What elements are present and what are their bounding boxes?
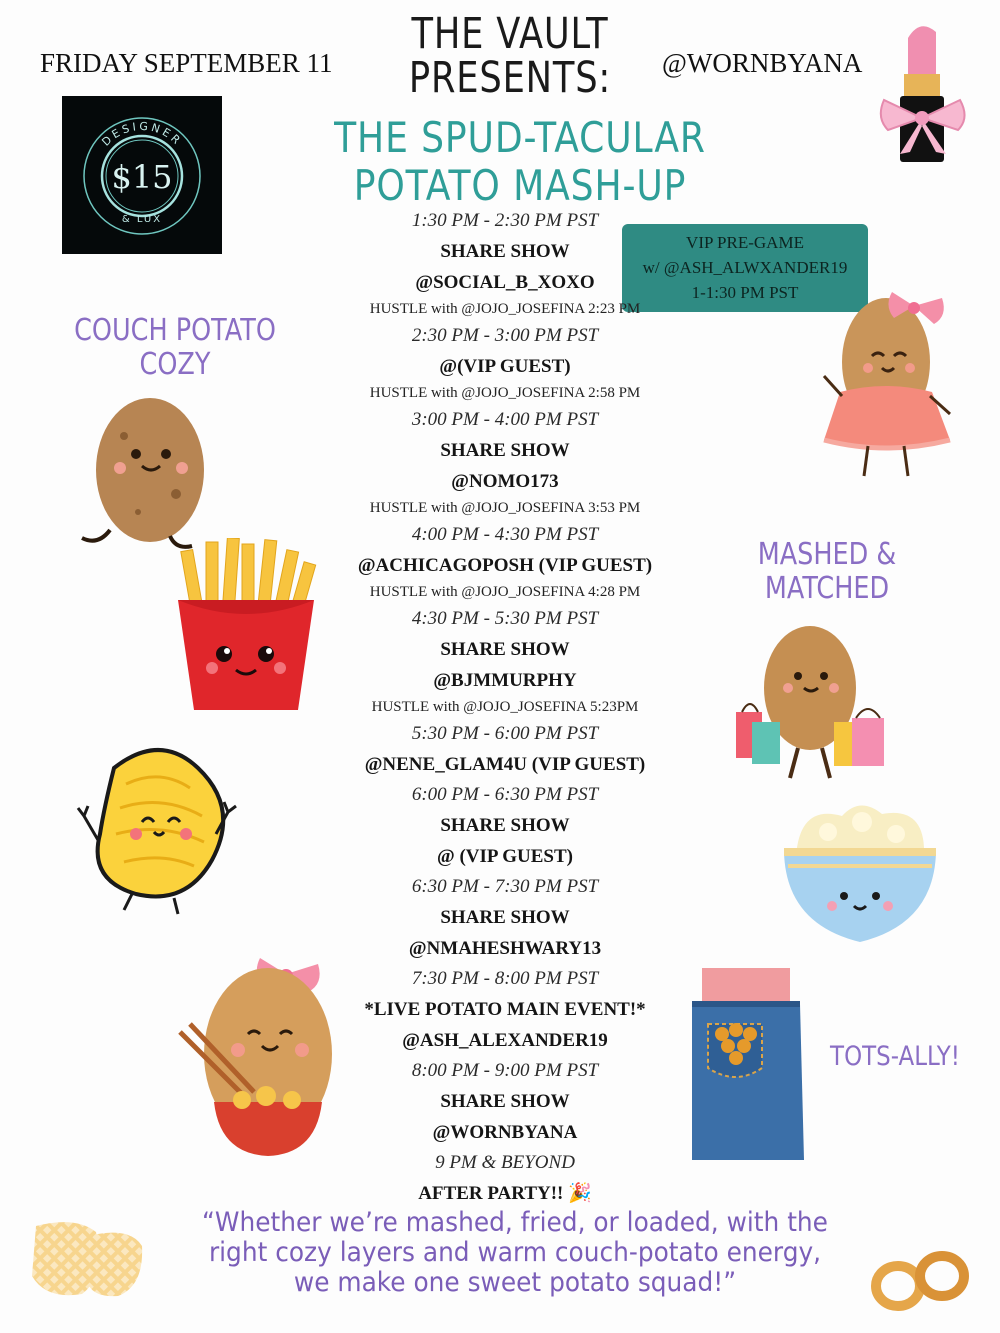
title-line-1: THE VAULT (411, 9, 609, 59)
schedule-bold-line: @NMAHESHWARY13 (408, 938, 602, 959)
schedule-bold-line: @SOCIAL_B_XOXO (415, 272, 595, 293)
title-line-2: PRESENTS: (408, 53, 612, 103)
closing-quote (179, 1208, 851, 1298)
schedule-time-line: 8:00 PM - 9:00 PM PST (411, 1060, 599, 1081)
schedule-bold-line: AFTER PARTY!! 🎉 (418, 1183, 592, 1204)
schedule-time-line: 4:30 PM - 5:30 PM PST (411, 608, 599, 629)
event-name-line-1: THE SPUD-TACULAR (334, 113, 706, 162)
schedule-time-line: 3:00 PM - 4:00 PM PST (411, 409, 599, 430)
mashed-matched-label (729, 538, 925, 606)
schedule-bold-line: @WORNBYANA (432, 1122, 578, 1143)
schedule-bold-line: @NENE_GLAM4U (VIP GUEST) (364, 754, 646, 775)
schedule-bold-line: @NOMO173 (451, 471, 559, 492)
jeans-tots-icon (688, 968, 804, 1160)
waffle-fries-icon (26, 1216, 146, 1302)
schedule-bold-line: SHARE SHOW (440, 815, 570, 836)
designer-lux-logo (62, 96, 222, 254)
logo-bottom-text: & LUX (121, 214, 163, 225)
quote-line-3: we make one sweet potato squad!” (293, 1267, 737, 1298)
fries-icon (172, 538, 320, 714)
schedule-bold-line: SHARE SHOW (440, 241, 570, 262)
svg-text:DESIGNER (99, 120, 184, 149)
schedule-time-line: 5:30 PM - 6:00 PM PST (411, 723, 599, 744)
vip-line-2: w/ @ASH_ALWXANDER19 (642, 258, 848, 277)
schedule-time-line: 9 PM & BEYOND (435, 1152, 575, 1173)
schedule-bold-line: SHARE SHOW (440, 907, 570, 928)
mashed-line-2: MATCHED (764, 571, 890, 606)
schedule-bold-line: *LIVE POTATO MAIN EVENT!* (364, 999, 646, 1020)
event-name-line-2: POTATO MASH-UP (353, 161, 687, 210)
schedule-bold-line: SHARE SHOW (440, 1091, 570, 1112)
schedule-bold-line: @ (VIP GUEST) (437, 846, 573, 867)
schedule-bold-line: @BJMMURPHY (433, 670, 577, 691)
chip-icon (70, 738, 240, 918)
schedule-time-line: 7:30 PM - 8:00 PM PST (411, 968, 599, 989)
schedule-time-line: 2:30 PM - 3:00 PM PST (411, 325, 599, 346)
schedule-bold-line: @ACHICAGOPOSH (VIP GUEST) (357, 555, 653, 576)
schedule-time-line: 1:30 PM - 2:30 PM PST (411, 210, 599, 231)
event-name (279, 114, 761, 210)
lipstick-bow-icon (870, 14, 980, 170)
schedule-bold-line: @ASH_ALEXANDER19 (402, 1030, 608, 1051)
schedule-hustle-line: HUSTLE with @JOJO_JOSEFINA 4:28 PM (369, 584, 641, 600)
couch-potato-line-2: COZY (139, 347, 211, 382)
couch-potato-line-1: COUCH POTATO (74, 313, 276, 348)
schedule-time-line: 6:30 PM - 7:30 PM PST (411, 876, 599, 897)
schedule-hustle-line: HUSTLE with @JOJO_JOSEFINA 2:58 PM (369, 385, 641, 401)
event-date: FRIDAY SEPTEMBER 11 (40, 48, 333, 78)
schedule-bold-line: SHARE SHOW (440, 440, 570, 461)
onion-rings-icon (868, 1246, 978, 1312)
couch-potato-label (60, 314, 290, 382)
mashed-line-1: MASHED & (757, 537, 897, 572)
vip-line-3: 1-1:30 PM PST (691, 283, 799, 302)
schedule-hustle-line: HUSTLE with @JOJO_JOSEFINA 3:53 PM (369, 500, 641, 516)
mashed-bowl-icon (778, 796, 942, 948)
shopping-potato-icon (728, 622, 892, 786)
schedule-hustle-line: HUSTLE with @JOJO_JOSEFINA 5:23PM (371, 699, 639, 715)
schedule-list (320, 206, 690, 1209)
vip-line-1: VIP PRE-GAME (686, 233, 804, 252)
flyer-title (403, 9, 616, 103)
sitting-potato-icon (80, 390, 220, 560)
quote-line-2: right cozy layers and warm couch-potato energy, (208, 1237, 822, 1268)
logo-price: $15 (111, 158, 173, 196)
schedule-time-line: 4:00 PM - 4:30 PM PST (411, 524, 599, 545)
tots-ally-label: TOTS-ALLY! (830, 1041, 960, 1072)
logo-top-text: DESIGNER (99, 119, 185, 149)
schedule-hustle-line: HUSTLE with @JOJO_JOSEFINA 2:23 PM (369, 301, 641, 317)
schedule-bold-line: SHARE SHOW (440, 639, 570, 660)
schedule-time-line: 6:00 PM - 6:30 PM PST (411, 784, 599, 805)
host-handle: @WORNBYANA (662, 48, 863, 78)
quote-line-1: “Whether we’re mashed, fried, or loaded, with the (202, 1207, 828, 1238)
schedule-bold-line: @(VIP GUEST) (439, 356, 571, 377)
potato-dress-icon (818, 284, 958, 484)
